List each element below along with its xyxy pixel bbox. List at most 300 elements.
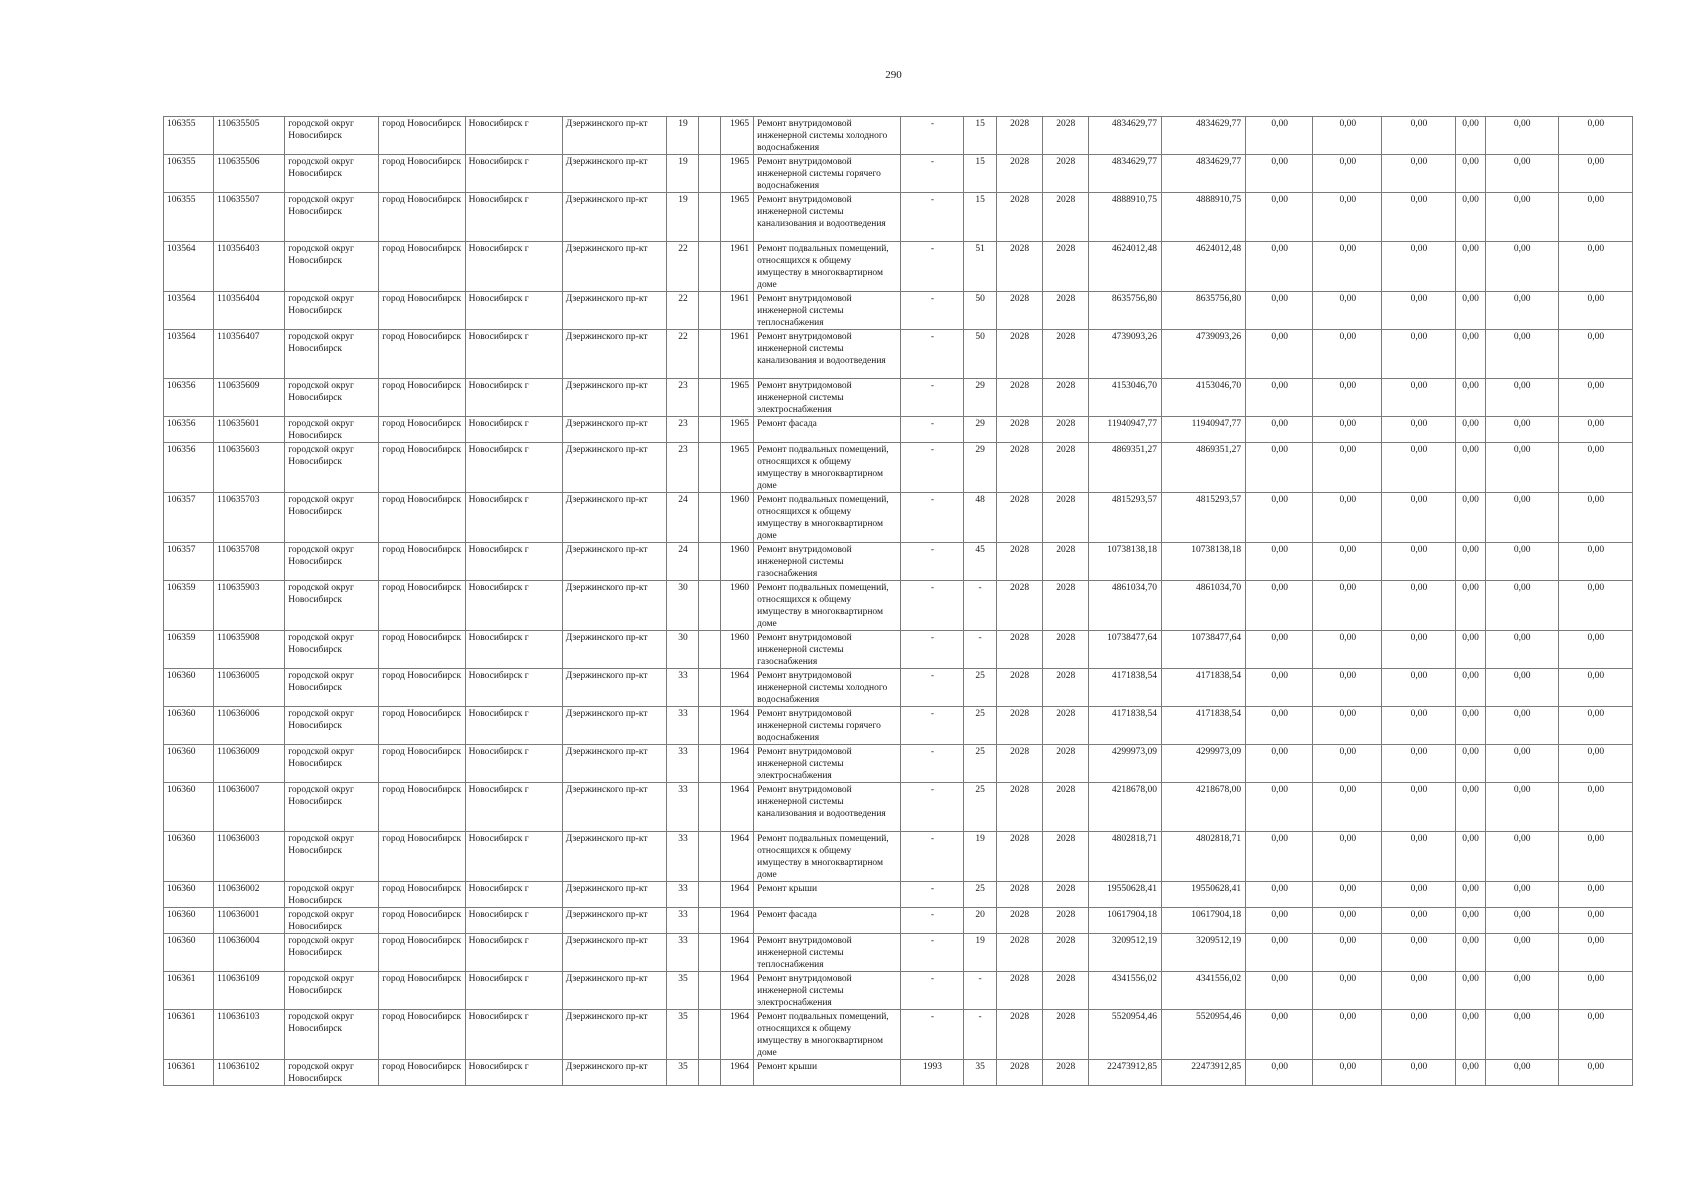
cell-regional-budget: 0,00 [1313, 669, 1382, 707]
cell-last-repair-year: - [901, 882, 963, 908]
cell-regional-budget: 0,00 [1313, 1010, 1382, 1060]
cell-other-funds: 0,00 [1455, 292, 1485, 330]
cell-federal-budget: 0,00 [1246, 443, 1313, 493]
cell-house-number: 33 [666, 832, 698, 882]
cell-house-number: 22 [666, 330, 698, 379]
cell-plan-year-start: 2028 [996, 934, 1042, 972]
cell-house-number: 22 [666, 292, 698, 330]
cell-other-funds: 0,00 [1455, 832, 1485, 882]
cell-local-budget: 0,00 [1382, 882, 1455, 908]
cell-street: Дзержинского пр-кт [562, 1060, 666, 1086]
cell-regional-budget: 0,00 [1313, 707, 1382, 745]
cell-city: Новосибирск г [465, 934, 562, 972]
table-row [164, 193, 1633, 242]
cell-city: Новосибирск г [465, 1010, 562, 1060]
cell-regional-budget: 0,00 [1313, 631, 1382, 669]
cell-regional-budget: 0,00 [1313, 292, 1382, 330]
cell-owner-funds: 0,00 [1485, 330, 1558, 379]
cell-settlement: город Новосибирск [379, 443, 465, 493]
cell-last-repair-year: - [901, 745, 963, 783]
table-row [164, 783, 1633, 832]
cell-federal-budget: 0,00 [1246, 581, 1313, 631]
cell-year-built: 1960 [721, 581, 754, 631]
cell-year-built: 1964 [721, 707, 754, 745]
cell-building [699, 155, 721, 193]
cell-house-number: 22 [666, 242, 698, 292]
cell-remaining: 0,00 [1558, 783, 1632, 832]
cell-municipality: городской округ Новосибирск [285, 330, 379, 379]
cell-federal-budget: 0,00 [1246, 934, 1313, 972]
cell-building [699, 832, 721, 882]
cell-work-id: 110635908 [214, 631, 285, 669]
cell-work-type: Ремонт внутридомовой инженерной системы холодного водоснабжения [754, 117, 901, 155]
cell-building [699, 417, 721, 443]
cell-plan-year-end: 2028 [1042, 745, 1088, 783]
cell-local-budget: 0,00 [1382, 242, 1455, 292]
cell-fund-cost: 4861034,70 [1161, 581, 1245, 631]
cell-settlement: город Новосибирск [379, 1060, 465, 1086]
cell-house-number: 33 [666, 669, 698, 707]
cell-last-repair-year: - [901, 631, 963, 669]
cell-other-funds: 0,00 [1455, 631, 1485, 669]
cell-building [699, 707, 721, 745]
cell-settlement: город Новосибирск [379, 292, 465, 330]
cell-local-budget: 0,00 [1382, 117, 1455, 155]
cell-local-budget: 0,00 [1382, 1060, 1455, 1086]
cell-city: Новосибирск г [465, 443, 562, 493]
cell-total-cost: 4624012,48 [1088, 242, 1161, 292]
cell-fund-cost: 4171838,54 [1161, 669, 1245, 707]
cell-house-id: 106356 [164, 443, 214, 493]
cell-settlement: город Новосибирск [379, 934, 465, 972]
cell-plan-year-end: 2028 [1042, 972, 1088, 1010]
cell-house-id: 103564 [164, 242, 214, 292]
cell-plan-year-start: 2028 [996, 972, 1042, 1010]
cell-city: Новосибирск г [465, 379, 562, 417]
cell-plan-year-start: 2028 [996, 117, 1042, 155]
cell-remaining: 0,00 [1558, 543, 1632, 581]
cell-plan-year-end: 2028 [1042, 117, 1088, 155]
cell-remaining: 0,00 [1558, 330, 1632, 379]
cell-last-repair-year: - [901, 193, 963, 242]
cell-work-id: 110636102 [214, 1060, 285, 1086]
cell-regional-budget: 0,00 [1313, 330, 1382, 379]
cell-municipality: городской округ Новосибирск [285, 493, 379, 543]
cell-work-type: Ремонт внутридомовой инженерной системы горячего водоснабжения [754, 707, 901, 745]
cell-city: Новосибирск г [465, 707, 562, 745]
cell-plan-year-end: 2028 [1042, 1010, 1088, 1060]
cell-municipality: городской округ Новосибирск [285, 292, 379, 330]
cell-wear-percent: - [963, 1010, 996, 1060]
cell-other-funds: 0,00 [1455, 581, 1485, 631]
cell-local-budget: 0,00 [1382, 493, 1455, 543]
table-row [164, 581, 1633, 631]
cell-total-cost: 4888910,75 [1088, 193, 1161, 242]
cell-work-id: 110635708 [214, 543, 285, 581]
cell-wear-percent: - [963, 581, 996, 631]
cell-total-cost: 4299973,09 [1088, 745, 1161, 783]
cell-fund-cost: 4624012,48 [1161, 242, 1245, 292]
cell-municipality: городской округ Новосибирск [285, 934, 379, 972]
cell-settlement: город Новосибирск [379, 882, 465, 908]
cell-other-funds: 0,00 [1455, 193, 1485, 242]
cell-local-budget: 0,00 [1382, 379, 1455, 417]
cell-house-id: 106355 [164, 155, 214, 193]
cell-city: Новосибирск г [465, 117, 562, 155]
cell-remaining: 0,00 [1558, 292, 1632, 330]
cell-remaining: 0,00 [1558, 832, 1632, 882]
cell-owner-funds: 0,00 [1485, 543, 1558, 581]
cell-regional-budget: 0,00 [1313, 493, 1382, 543]
cell-municipality: городской округ Новосибирск [285, 581, 379, 631]
cell-house-id: 106359 [164, 581, 214, 631]
cell-city: Новосибирск г [465, 669, 562, 707]
cell-municipality: городской округ Новосибирск [285, 1060, 379, 1086]
cell-building [699, 745, 721, 783]
cell-plan-year-start: 2028 [996, 330, 1042, 379]
cell-remaining: 0,00 [1558, 707, 1632, 745]
cell-street: Дзержинского пр-кт [562, 543, 666, 581]
cell-other-funds: 0,00 [1455, 1010, 1485, 1060]
cell-plan-year-end: 2028 [1042, 934, 1088, 972]
cell-building [699, 330, 721, 379]
cell-remaining: 0,00 [1558, 379, 1632, 417]
cell-building [699, 493, 721, 543]
cell-building [699, 1010, 721, 1060]
table-row [164, 292, 1633, 330]
cell-house-number: 33 [666, 707, 698, 745]
cell-municipality: городской округ Новосибирск [285, 1010, 379, 1060]
cell-federal-budget: 0,00 [1246, 832, 1313, 882]
cell-house-number: 19 [666, 117, 698, 155]
cell-total-cost: 11940947,77 [1088, 417, 1161, 443]
cell-federal-budget: 0,00 [1246, 908, 1313, 934]
cell-total-cost: 4834629,77 [1088, 117, 1161, 155]
cell-owner-funds: 0,00 [1485, 832, 1558, 882]
cell-street: Дзержинского пр-кт [562, 631, 666, 669]
cell-work-type: Ремонт фасада [754, 908, 901, 934]
cell-house-number: 35 [666, 1010, 698, 1060]
cell-city: Новосибирск г [465, 972, 562, 1010]
cell-settlement: город Новосибирск [379, 155, 465, 193]
table-row [164, 417, 1633, 443]
cell-local-budget: 0,00 [1382, 707, 1455, 745]
cell-house-number: 19 [666, 193, 698, 242]
cell-last-repair-year: - [901, 117, 963, 155]
cell-total-cost: 10617904,18 [1088, 908, 1161, 934]
cell-regional-budget: 0,00 [1313, 155, 1382, 193]
cell-local-budget: 0,00 [1382, 745, 1455, 783]
cell-building [699, 193, 721, 242]
table-row [164, 972, 1633, 1010]
cell-work-id: 110636005 [214, 669, 285, 707]
cell-fund-cost: 4815293,57 [1161, 493, 1245, 543]
cell-building [699, 908, 721, 934]
cell-settlement: город Новосибирск [379, 193, 465, 242]
cell-year-built: 1964 [721, 669, 754, 707]
cell-plan-year-end: 2028 [1042, 882, 1088, 908]
cell-last-repair-year: - [901, 669, 963, 707]
table-row [164, 242, 1633, 292]
cell-federal-budget: 0,00 [1246, 379, 1313, 417]
cell-fund-cost: 4341556,02 [1161, 972, 1245, 1010]
cell-regional-budget: 0,00 [1313, 543, 1382, 581]
cell-work-id: 110635903 [214, 581, 285, 631]
cell-local-budget: 0,00 [1382, 330, 1455, 379]
cell-fund-cost: 10617904,18 [1161, 908, 1245, 934]
cell-last-repair-year: - [901, 443, 963, 493]
cell-street: Дзержинского пр-кт [562, 443, 666, 493]
cell-federal-budget: 0,00 [1246, 1010, 1313, 1060]
cell-owner-funds: 0,00 [1485, 493, 1558, 543]
cell-year-built: 1961 [721, 242, 754, 292]
cell-work-id: 110356404 [214, 292, 285, 330]
cell-city: Новосибирск г [465, 292, 562, 330]
cell-remaining: 0,00 [1558, 1060, 1632, 1086]
cell-last-repair-year: - [901, 330, 963, 379]
cell-plan-year-start: 2028 [996, 581, 1042, 631]
cell-building [699, 631, 721, 669]
cell-wear-percent: - [963, 972, 996, 1010]
cell-municipality: городской округ Новосибирск [285, 443, 379, 493]
cell-owner-funds: 0,00 [1485, 669, 1558, 707]
cell-last-repair-year: - [901, 1010, 963, 1060]
cell-plan-year-start: 2028 [996, 193, 1042, 242]
cell-local-budget: 0,00 [1382, 417, 1455, 443]
cell-work-type: Ремонт внутридомовой инженерной системы теплоснабжения [754, 934, 901, 972]
cell-work-type: Ремонт подвальных помещений, относящихся к общему имуществу в многоквартирном доме [754, 242, 901, 292]
cell-city: Новосибирск г [465, 493, 562, 543]
cell-work-type: Ремонт внутридомовой инженерной системы электроснабжения [754, 972, 901, 1010]
cell-city: Новосибирск г [465, 631, 562, 669]
cell-owner-funds: 0,00 [1485, 972, 1558, 1010]
cell-work-type: Ремонт внутридомовой инженерной системы теплоснабжения [754, 292, 901, 330]
cell-wear-percent: 50 [963, 330, 996, 379]
cell-street: Дзержинского пр-кт [562, 832, 666, 882]
cell-local-budget: 0,00 [1382, 1010, 1455, 1060]
cell-wear-percent: 25 [963, 745, 996, 783]
cell-house-number: 35 [666, 1060, 698, 1086]
cell-local-budget: 0,00 [1382, 783, 1455, 832]
cell-regional-budget: 0,00 [1313, 972, 1382, 1010]
cell-house-id: 106360 [164, 783, 214, 832]
cell-wear-percent: 48 [963, 493, 996, 543]
cell-other-funds: 0,00 [1455, 783, 1485, 832]
table-row [164, 330, 1633, 379]
cell-house-id: 106360 [164, 669, 214, 707]
cell-wear-percent: 45 [963, 543, 996, 581]
cell-year-built: 1964 [721, 882, 754, 908]
cell-owner-funds: 0,00 [1485, 882, 1558, 908]
cell-other-funds: 0,00 [1455, 972, 1485, 1010]
cell-local-budget: 0,00 [1382, 631, 1455, 669]
cell-year-built: 1964 [721, 783, 754, 832]
cell-wear-percent: 25 [963, 707, 996, 745]
cell-fund-cost: 3209512,19 [1161, 934, 1245, 972]
cell-house-number: 23 [666, 443, 698, 493]
cell-house-number: 19 [666, 155, 698, 193]
cell-year-built: 1964 [721, 1060, 754, 1086]
cell-total-cost: 4341556,02 [1088, 972, 1161, 1010]
cell-work-type: Ремонт внутридомовой инженерной системы канализования и водоотведения [754, 193, 901, 242]
table-row [164, 379, 1633, 417]
cell-municipality: городской округ Новосибирск [285, 669, 379, 707]
cell-total-cost: 4739093,26 [1088, 330, 1161, 379]
cell-settlement: город Новосибирск [379, 417, 465, 443]
cell-building [699, 882, 721, 908]
cell-work-type: Ремонт внутридомовой инженерной системы холодного водоснабжения [754, 669, 901, 707]
cell-work-id: 110636001 [214, 908, 285, 934]
cell-other-funds: 0,00 [1455, 934, 1485, 972]
cell-work-type: Ремонт внутридомовой инженерной системы электроснабжения [754, 379, 901, 417]
cell-owner-funds: 0,00 [1485, 117, 1558, 155]
cell-work-type: Ремонт фасада [754, 417, 901, 443]
cell-federal-budget: 0,00 [1246, 745, 1313, 783]
cell-plan-year-start: 2028 [996, 417, 1042, 443]
cell-remaining: 0,00 [1558, 934, 1632, 972]
cell-work-id: 110635506 [214, 155, 285, 193]
cell-plan-year-start: 2028 [996, 543, 1042, 581]
cell-plan-year-start: 2028 [996, 908, 1042, 934]
cell-other-funds: 0,00 [1455, 745, 1485, 783]
cell-plan-year-start: 2028 [996, 707, 1042, 745]
cell-local-budget: 0,00 [1382, 832, 1455, 882]
cell-house-number: 30 [666, 581, 698, 631]
cell-work-type: Ремонт внутридомовой инженерной системы электроснабжения [754, 745, 901, 783]
cell-regional-budget: 0,00 [1313, 934, 1382, 972]
cell-last-repair-year: - [901, 417, 963, 443]
cell-work-id: 110636103 [214, 1010, 285, 1060]
cell-total-cost: 4218678,00 [1088, 783, 1161, 832]
cell-year-built: 1961 [721, 330, 754, 379]
cell-federal-budget: 0,00 [1246, 330, 1313, 379]
cell-local-budget: 0,00 [1382, 934, 1455, 972]
cell-fund-cost: 8635756,80 [1161, 292, 1245, 330]
cell-street: Дзержинского пр-кт [562, 745, 666, 783]
cell-last-repair-year: - [901, 292, 963, 330]
cell-house-id: 106356 [164, 417, 214, 443]
cell-total-cost: 5520954,46 [1088, 1010, 1161, 1060]
cell-settlement: город Новосибирск [379, 330, 465, 379]
cell-city: Новосибирск г [465, 330, 562, 379]
cell-remaining: 0,00 [1558, 155, 1632, 193]
cell-federal-budget: 0,00 [1246, 1060, 1313, 1086]
cell-plan-year-end: 2028 [1042, 1060, 1088, 1086]
cell-house-id: 103564 [164, 330, 214, 379]
cell-federal-budget: 0,00 [1246, 882, 1313, 908]
cell-total-cost: 4834629,77 [1088, 155, 1161, 193]
cell-street: Дзержинского пр-кт [562, 1010, 666, 1060]
cell-building [699, 379, 721, 417]
cell-plan-year-end: 2028 [1042, 631, 1088, 669]
cell-remaining: 0,00 [1558, 443, 1632, 493]
cell-plan-year-start: 2028 [996, 242, 1042, 292]
cell-other-funds: 0,00 [1455, 330, 1485, 379]
cell-owner-funds: 0,00 [1485, 707, 1558, 745]
cell-owner-funds: 0,00 [1485, 1010, 1558, 1060]
cell-plan-year-start: 2028 [996, 783, 1042, 832]
page-number: 290 [885, 69, 902, 81]
cell-house-id: 106361 [164, 1060, 214, 1086]
cell-plan-year-end: 2028 [1042, 193, 1088, 242]
cell-building [699, 242, 721, 292]
cell-municipality: городской округ Новосибирск [285, 242, 379, 292]
cell-work-id: 110635703 [214, 493, 285, 543]
cell-settlement: город Новосибирск [379, 379, 465, 417]
cell-wear-percent: 29 [963, 379, 996, 417]
cell-plan-year-start: 2028 [996, 443, 1042, 493]
cell-settlement: город Новосибирск [379, 707, 465, 745]
cell-street: Дзержинского пр-кт [562, 972, 666, 1010]
cell-wear-percent: 25 [963, 669, 996, 707]
cell-city: Новосибирск г [465, 745, 562, 783]
cell-municipality: городской округ Новосибирск [285, 972, 379, 1010]
cell-total-cost: 4171838,54 [1088, 707, 1161, 745]
cell-total-cost: 4171838,54 [1088, 669, 1161, 707]
cell-last-repair-year: - [901, 908, 963, 934]
cell-owner-funds: 0,00 [1485, 443, 1558, 493]
cell-settlement: город Новосибирск [379, 543, 465, 581]
cell-work-id: 110636004 [214, 934, 285, 972]
cell-federal-budget: 0,00 [1246, 292, 1313, 330]
cell-owner-funds: 0,00 [1485, 631, 1558, 669]
cell-municipality: городской округ Новосибирск [285, 832, 379, 882]
cell-city: Новосибирск г [465, 581, 562, 631]
cell-total-cost: 4802818,71 [1088, 832, 1161, 882]
cell-regional-budget: 0,00 [1313, 1060, 1382, 1086]
cell-work-type: Ремонт внутридомовой инженерной системы канализования и водоотведения [754, 330, 901, 379]
cell-fund-cost: 11940947,77 [1161, 417, 1245, 443]
cell-remaining: 0,00 [1558, 631, 1632, 669]
cell-federal-budget: 0,00 [1246, 242, 1313, 292]
cell-total-cost: 4815293,57 [1088, 493, 1161, 543]
cell-owner-funds: 0,00 [1485, 581, 1558, 631]
table-row [164, 493, 1633, 543]
table-row [164, 443, 1633, 493]
cell-house-number: 33 [666, 882, 698, 908]
cell-fund-cost: 4834629,77 [1161, 117, 1245, 155]
cell-municipality: городской округ Новосибирск [285, 417, 379, 443]
cell-settlement: город Новосибирск [379, 669, 465, 707]
cell-municipality: городской округ Новосибирск [285, 193, 379, 242]
cell-house-id: 106355 [164, 193, 214, 242]
table-row [164, 908, 1633, 934]
cell-building [699, 669, 721, 707]
cell-federal-budget: 0,00 [1246, 493, 1313, 543]
cell-local-budget: 0,00 [1382, 155, 1455, 193]
cell-plan-year-end: 2028 [1042, 783, 1088, 832]
cell-street: Дзержинского пр-кт [562, 193, 666, 242]
cell-house-id: 106357 [164, 543, 214, 581]
cell-house-id: 106360 [164, 934, 214, 972]
cell-municipality: городской округ Новосибирск [285, 882, 379, 908]
cell-city: Новосибирск г [465, 417, 562, 443]
cell-fund-cost: 4218678,00 [1161, 783, 1245, 832]
cell-year-built: 1965 [721, 155, 754, 193]
cell-other-funds: 0,00 [1455, 493, 1485, 543]
table-row [164, 1010, 1633, 1060]
cell-wear-percent: 19 [963, 832, 996, 882]
cell-work-type: Ремонт подвальных помещений, относящихся к общему имуществу в многоквартирном доме [754, 1010, 901, 1060]
cell-settlement: город Новосибирск [379, 581, 465, 631]
cell-year-built: 1964 [721, 832, 754, 882]
cell-work-type: Ремонт внутридомовой инженерной системы газоснабжения [754, 543, 901, 581]
cell-work-id: 110636009 [214, 745, 285, 783]
cell-federal-budget: 0,00 [1246, 543, 1313, 581]
cell-remaining: 0,00 [1558, 1010, 1632, 1060]
cell-last-repair-year: 1993 [901, 1060, 963, 1086]
cell-plan-year-end: 2028 [1042, 581, 1088, 631]
